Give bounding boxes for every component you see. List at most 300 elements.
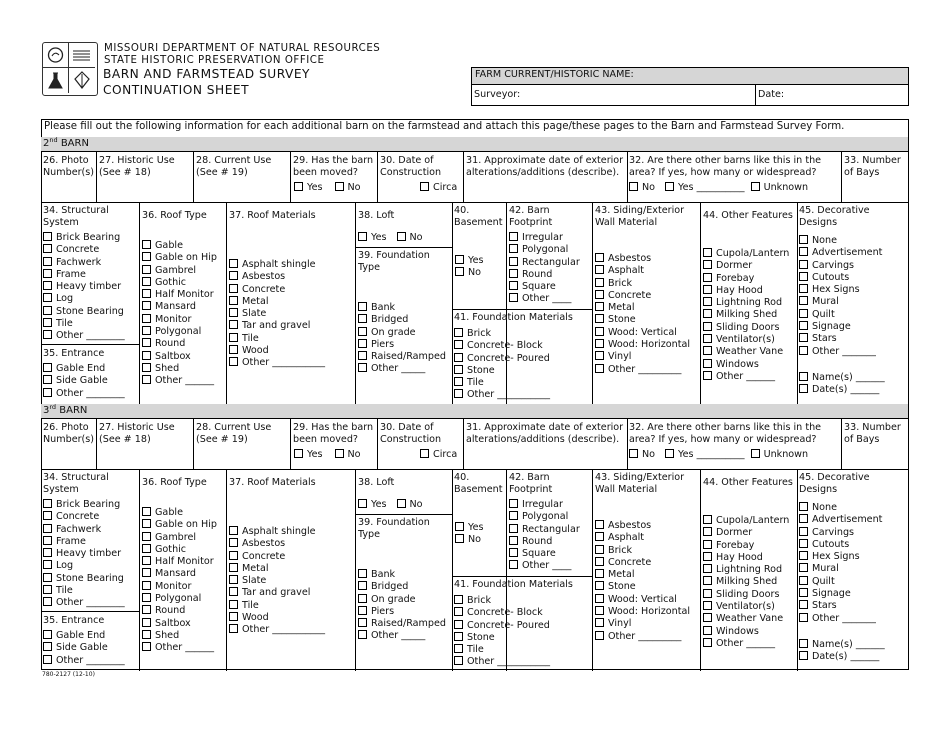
checkbox-option[interactable] [358, 569, 446, 581]
checkbox-option[interactable] [703, 322, 789, 334]
option-checkbox[interactable] [799, 527, 808, 536]
checkbox-option[interactable] [43, 548, 125, 560]
checkbox-option[interactable] [595, 339, 690, 351]
option-checkbox[interactable] [454, 656, 463, 665]
checkbox-option[interactable] [703, 273, 789, 285]
option-checkbox[interactable] [229, 526, 238, 535]
checkbox-option[interactable] [43, 232, 125, 244]
option-checkbox[interactable] [509, 511, 518, 520]
option-checkbox[interactable] [229, 345, 238, 354]
similar-yes-checkbox[interactable] [665, 182, 674, 191]
checkbox-option[interactable] [142, 289, 217, 301]
checkbox-option[interactable] [703, 576, 789, 588]
checkbox-option[interactable] [799, 514, 882, 526]
checkbox-option[interactable] [595, 314, 690, 326]
option-checkbox[interactable] [799, 576, 808, 585]
checkbox-option[interactable] [43, 560, 125, 572]
checkbox-option[interactable] [703, 601, 789, 613]
option-checkbox[interactable] [455, 534, 464, 543]
checkbox-option[interactable] [595, 364, 690, 376]
checkbox-option[interactable] [595, 351, 690, 363]
moved-no-checkbox[interactable] [335, 182, 344, 191]
option-checkbox[interactable] [799, 284, 808, 293]
option-checkbox[interactable] [43, 573, 52, 582]
checkbox-option[interactable] [454, 389, 550, 401]
checkbox-option[interactable] [703, 564, 789, 576]
checkbox-option[interactable] [595, 545, 690, 557]
option-checkbox[interactable] [799, 247, 808, 256]
checkbox-option[interactable] [455, 267, 484, 279]
checkbox-option[interactable] [595, 253, 690, 265]
checkbox-option[interactable] [142, 507, 217, 519]
checkbox-option[interactable] [142, 265, 217, 277]
option-checkbox[interactable] [358, 327, 367, 336]
checkbox-option[interactable] [142, 301, 217, 313]
checkbox-option[interactable] [142, 252, 217, 264]
checkbox-option[interactable] [595, 606, 690, 618]
option-checkbox[interactable] [595, 327, 604, 336]
checkbox-option[interactable] [43, 269, 125, 281]
option-checkbox[interactable] [455, 255, 464, 264]
option-checkbox[interactable] [703, 334, 712, 343]
option-checkbox[interactable] [799, 539, 808, 548]
checkbox-option[interactable] [43, 363, 125, 375]
similar-no-checkbox[interactable] [629, 449, 638, 458]
moved-yes-checkbox[interactable] [294, 182, 303, 191]
option-checkbox[interactable] [142, 556, 151, 565]
option-checkbox[interactable] [703, 576, 712, 585]
option-checkbox[interactable] [595, 314, 604, 323]
option-checkbox[interactable] [454, 353, 463, 362]
checkbox-option[interactable] [703, 285, 789, 297]
checkbox-option[interactable] [229, 587, 325, 599]
option-checkbox[interactable] [43, 363, 52, 372]
option-checkbox[interactable] [799, 372, 808, 381]
option-checkbox[interactable] [229, 551, 238, 560]
checkbox-option[interactable] [799, 502, 882, 514]
checkbox-option[interactable] [229, 612, 325, 624]
option-checkbox[interactable] [595, 557, 604, 566]
option-checkbox[interactable] [595, 290, 604, 299]
checkbox-option[interactable] [595, 520, 690, 532]
checkbox-option[interactable] [703, 371, 789, 383]
option-checkbox[interactable] [142, 630, 151, 639]
checkbox-option[interactable] [229, 284, 325, 296]
option-checkbox[interactable] [595, 351, 604, 360]
option-checkbox[interactable] [799, 551, 808, 560]
option-checkbox[interactable] [229, 308, 238, 317]
checkbox-option[interactable] [43, 375, 125, 387]
checkbox-option[interactable] [454, 340, 550, 352]
checkbox-option[interactable] [703, 540, 789, 552]
option-checkbox[interactable] [229, 296, 238, 305]
checkbox-option[interactable] [595, 557, 690, 569]
option-checkbox[interactable] [229, 600, 238, 609]
option-checkbox[interactable] [595, 278, 604, 287]
option-checkbox[interactable] [142, 507, 151, 516]
checkbox-option[interactable] [799, 551, 882, 563]
option-checkbox[interactable] [799, 333, 808, 342]
surveyor-field[interactable] [472, 85, 756, 105]
option-checkbox[interactable] [703, 638, 712, 647]
option-checkbox[interactable] [703, 248, 712, 257]
option-checkbox[interactable] [358, 594, 367, 603]
checkbox-option[interactable] [229, 600, 325, 612]
similar-unknown-checkbox[interactable] [751, 182, 760, 191]
checkbox-option[interactable] [509, 560, 580, 572]
option-checkbox[interactable] [509, 244, 518, 253]
option-checkbox[interactable] [358, 618, 367, 627]
checkbox-option[interactable] [229, 563, 325, 575]
option-checkbox[interactable] [703, 515, 712, 524]
checkbox-option[interactable] [229, 357, 325, 369]
option-checkbox[interactable] [703, 613, 712, 622]
option-checkbox[interactable] [454, 365, 463, 374]
option-checkbox[interactable] [142, 301, 151, 310]
option-checkbox[interactable] [358, 302, 367, 311]
checkbox-option[interactable] [509, 524, 580, 536]
checkbox-option[interactable] [43, 244, 125, 256]
moved-yes-checkbox[interactable] [294, 449, 303, 458]
option-checkbox[interactable] [142, 289, 151, 298]
checkbox-option[interactable] [799, 284, 882, 296]
checkbox-option[interactable] [43, 330, 125, 342]
option-checkbox[interactable] [43, 269, 52, 278]
checkbox-option[interactable] [142, 593, 217, 605]
checkbox-option[interactable] [799, 588, 882, 600]
checkbox-option[interactable] [43, 257, 125, 269]
checkbox-option[interactable] [358, 351, 446, 363]
option-checkbox[interactable] [43, 244, 52, 253]
option-checkbox[interactable] [43, 524, 52, 533]
checkbox-option[interactable] [703, 626, 789, 638]
checkbox-option[interactable] [703, 297, 789, 309]
option-checkbox[interactable] [595, 594, 604, 603]
checkbox-option[interactable] [43, 597, 125, 609]
checkbox-option[interactable] [142, 338, 217, 350]
checkbox-option[interactable] [43, 655, 125, 667]
checkbox-option[interactable] [142, 375, 217, 387]
checkbox-option[interactable] [703, 260, 789, 272]
farm-name-field[interactable] [472, 68, 908, 85]
loft-no-checkbox[interactable] [397, 499, 406, 508]
checkbox-option[interactable] [799, 563, 882, 575]
option-checkbox[interactable] [43, 536, 52, 545]
option-checkbox[interactable] [43, 642, 52, 651]
option-checkbox[interactable] [509, 232, 518, 241]
checkbox-option[interactable] [142, 630, 217, 642]
option-checkbox[interactable] [229, 259, 238, 268]
checkbox-option[interactable] [799, 384, 885, 396]
option-checkbox[interactable] [358, 363, 367, 372]
checkbox-option[interactable] [142, 519, 217, 531]
checkbox-option[interactable] [43, 642, 125, 654]
checkbox-option[interactable] [703, 527, 789, 539]
option-checkbox[interactable] [595, 364, 604, 373]
option-checkbox[interactable] [799, 514, 808, 523]
checkbox-option[interactable] [142, 556, 217, 568]
checkbox-option[interactable] [454, 656, 550, 668]
checkbox-option[interactable] [358, 339, 446, 351]
option-checkbox[interactable] [703, 285, 712, 294]
checkbox-option[interactable] [703, 359, 789, 371]
checkbox-option[interactable] [455, 534, 484, 546]
option-checkbox[interactable] [595, 532, 604, 541]
checkbox-option[interactable] [43, 511, 125, 523]
checkbox-option[interactable] [43, 293, 125, 305]
checkbox-option[interactable] [799, 296, 882, 308]
option-checkbox[interactable] [43, 548, 52, 557]
checkbox-option[interactable] [595, 327, 690, 339]
checkbox-option[interactable] [595, 618, 690, 630]
option-checkbox[interactable] [595, 581, 604, 590]
option-checkbox[interactable] [229, 612, 238, 621]
checkbox-option[interactable] [799, 600, 882, 612]
checkbox-option[interactable] [229, 575, 325, 587]
option-checkbox[interactable] [142, 363, 151, 372]
checkbox-option[interactable] [358, 327, 446, 339]
checkbox-option[interactable] [43, 281, 125, 293]
option-checkbox[interactable] [595, 631, 604, 640]
option-checkbox[interactable] [43, 375, 52, 384]
option-checkbox[interactable] [43, 318, 52, 327]
option-checkbox[interactable] [142, 338, 151, 347]
option-checkbox[interactable] [43, 597, 52, 606]
option-checkbox[interactable] [142, 351, 151, 360]
checkbox-option[interactable] [799, 272, 882, 284]
checkbox-option[interactable] [43, 499, 125, 511]
option-checkbox[interactable] [703, 589, 712, 598]
checkbox-option[interactable] [454, 632, 550, 644]
option-checkbox[interactable] [799, 613, 808, 622]
option-checkbox[interactable] [703, 626, 712, 635]
option-checkbox[interactable] [799, 272, 808, 281]
option-checkbox[interactable] [703, 273, 712, 282]
option-checkbox[interactable] [799, 588, 808, 597]
checkbox-option[interactable] [142, 642, 217, 654]
checkbox-option[interactable] [454, 607, 550, 619]
option-checkbox[interactable] [595, 339, 604, 348]
checkbox-option[interactable] [229, 308, 325, 320]
checkbox-option[interactable] [595, 581, 690, 593]
option-checkbox[interactable] [703, 552, 712, 561]
checkbox-option[interactable] [229, 296, 325, 308]
checkbox-option[interactable] [43, 536, 125, 548]
date-field[interactable] [756, 85, 908, 105]
checkbox-option[interactable] [229, 271, 325, 283]
checkbox-option[interactable] [509, 269, 580, 281]
checkbox-option[interactable] [455, 255, 484, 267]
similar-no-checkbox[interactable] [629, 182, 638, 191]
moved-no-checkbox[interactable] [335, 449, 344, 458]
loft-yes-checkbox[interactable] [358, 499, 367, 508]
checkbox-option[interactable] [509, 499, 580, 511]
checkbox-option[interactable] [142, 326, 217, 338]
checkbox-option[interactable] [799, 576, 882, 588]
option-checkbox[interactable] [454, 389, 463, 398]
option-checkbox[interactable] [358, 314, 367, 323]
checkbox-option[interactable] [43, 306, 125, 318]
checkbox-option[interactable] [142, 314, 217, 326]
option-checkbox[interactable] [799, 309, 808, 318]
option-checkbox[interactable] [43, 232, 52, 241]
option-checkbox[interactable] [142, 642, 151, 651]
checkbox-option[interactable] [509, 232, 580, 244]
checkbox-option[interactable] [229, 526, 325, 538]
checkbox-option[interactable] [43, 630, 125, 642]
checkbox-option[interactable] [358, 581, 446, 593]
checkbox-option[interactable] [142, 351, 217, 363]
option-checkbox[interactable] [142, 581, 151, 590]
option-checkbox[interactable] [43, 499, 52, 508]
option-checkbox[interactable] [358, 630, 367, 639]
checkbox-option[interactable] [358, 618, 446, 630]
option-checkbox[interactable] [509, 548, 518, 557]
checkbox-option[interactable] [799, 639, 885, 651]
checkbox-option[interactable] [509, 536, 580, 548]
option-checkbox[interactable] [799, 600, 808, 609]
option-checkbox[interactable] [799, 235, 808, 244]
checkbox-option[interactable] [455, 522, 484, 534]
option-checkbox[interactable] [43, 330, 52, 339]
similar-yes-checkbox[interactable] [665, 449, 674, 458]
option-checkbox[interactable] [142, 277, 151, 286]
option-checkbox[interactable] [703, 601, 712, 610]
option-checkbox[interactable] [142, 375, 151, 384]
option-checkbox[interactable] [229, 624, 238, 633]
option-checkbox[interactable] [142, 532, 151, 541]
option-checkbox[interactable] [799, 321, 808, 330]
option-checkbox[interactable] [142, 544, 151, 553]
checkbox-option[interactable] [229, 345, 325, 357]
option-checkbox[interactable] [142, 326, 151, 335]
option-checkbox[interactable] [703, 309, 712, 318]
checkbox-option[interactable] [142, 532, 217, 544]
option-checkbox[interactable] [595, 253, 604, 262]
option-checkbox[interactable] [703, 540, 712, 549]
option-checkbox[interactable] [43, 257, 52, 266]
checkbox-option[interactable] [703, 515, 789, 527]
option-checkbox[interactable] [454, 632, 463, 641]
option-checkbox[interactable] [595, 618, 604, 627]
checkbox-option[interactable] [799, 613, 882, 625]
checkbox-option[interactable] [454, 644, 550, 656]
option-checkbox[interactable] [454, 340, 463, 349]
checkbox-option[interactable] [229, 320, 325, 332]
checkbox-option[interactable] [454, 377, 550, 389]
checkbox-option[interactable] [43, 318, 125, 330]
checkbox-option[interactable] [454, 620, 550, 632]
similar-unknown-checkbox[interactable] [751, 449, 760, 458]
checkbox-option[interactable] [142, 605, 217, 617]
checkbox-option[interactable] [595, 631, 690, 643]
option-checkbox[interactable] [509, 499, 518, 508]
checkbox-option[interactable] [799, 235, 882, 247]
checkbox-option[interactable] [703, 589, 789, 601]
option-checkbox[interactable] [43, 585, 52, 594]
option-checkbox[interactable] [454, 644, 463, 653]
checkbox-option[interactable] [509, 548, 580, 560]
option-checkbox[interactable] [454, 377, 463, 386]
checkbox-option[interactable] [142, 240, 217, 252]
checkbox-option[interactable] [703, 346, 789, 358]
checkbox-option[interactable] [509, 281, 580, 293]
option-checkbox[interactable] [43, 388, 52, 397]
option-checkbox[interactable] [703, 322, 712, 331]
option-checkbox[interactable] [799, 563, 808, 572]
checkbox-option[interactable] [454, 595, 550, 607]
checkbox-option[interactable] [509, 293, 580, 305]
option-checkbox[interactable] [229, 320, 238, 329]
option-checkbox[interactable] [43, 511, 52, 520]
option-checkbox[interactable] [229, 563, 238, 572]
option-checkbox[interactable] [142, 568, 151, 577]
option-checkbox[interactable] [509, 560, 518, 569]
checkbox-option[interactable] [703, 334, 789, 346]
checkbox-option[interactable] [358, 363, 446, 375]
option-checkbox[interactable] [799, 502, 808, 511]
option-checkbox[interactable] [43, 306, 52, 315]
checkbox-option[interactable] [142, 581, 217, 593]
option-checkbox[interactable] [703, 346, 712, 355]
checkbox-option[interactable] [43, 573, 125, 585]
loft-no-checkbox[interactable] [397, 232, 406, 241]
checkbox-option[interactable] [358, 302, 446, 314]
checkbox-option[interactable] [595, 532, 690, 544]
checkbox-option[interactable] [799, 333, 882, 345]
option-checkbox[interactable] [43, 655, 52, 664]
option-checkbox[interactable] [142, 265, 151, 274]
checkbox-option[interactable] [595, 265, 690, 277]
option-checkbox[interactable] [509, 536, 518, 545]
checkbox-option[interactable] [799, 651, 885, 663]
option-checkbox[interactable] [142, 593, 151, 602]
option-checkbox[interactable] [799, 346, 808, 355]
checkbox-option[interactable] [142, 618, 217, 630]
option-checkbox[interactable] [595, 606, 604, 615]
checkbox-option[interactable] [703, 248, 789, 260]
option-checkbox[interactable] [43, 293, 52, 302]
checkbox-option[interactable] [799, 321, 882, 333]
checkbox-option[interactable] [799, 539, 882, 551]
checkbox-option[interactable] [43, 388, 125, 400]
checkbox-option[interactable] [595, 302, 690, 314]
checkbox-option[interactable] [229, 333, 325, 345]
checkbox-option[interactable] [799, 309, 882, 321]
checkbox-option[interactable] [799, 260, 882, 272]
option-checkbox[interactable] [595, 520, 604, 529]
circa-checkbox[interactable] [420, 182, 429, 191]
option-checkbox[interactable] [703, 527, 712, 536]
checkbox-option[interactable] [358, 594, 446, 606]
option-checkbox[interactable] [229, 575, 238, 584]
checkbox-option[interactable] [454, 353, 550, 365]
option-checkbox[interactable] [358, 606, 367, 615]
option-checkbox[interactable] [703, 359, 712, 368]
option-checkbox[interactable] [142, 314, 151, 323]
checkbox-option[interactable] [358, 606, 446, 618]
checkbox-option[interactable] [358, 630, 446, 642]
option-checkbox[interactable] [358, 339, 367, 348]
option-checkbox[interactable] [43, 281, 52, 290]
option-checkbox[interactable] [509, 281, 518, 290]
checkbox-option[interactable] [43, 524, 125, 536]
option-checkbox[interactable] [703, 260, 712, 269]
option-checkbox[interactable] [229, 284, 238, 293]
checkbox-option[interactable] [229, 551, 325, 563]
option-checkbox[interactable] [43, 630, 52, 639]
option-checkbox[interactable] [509, 257, 518, 266]
